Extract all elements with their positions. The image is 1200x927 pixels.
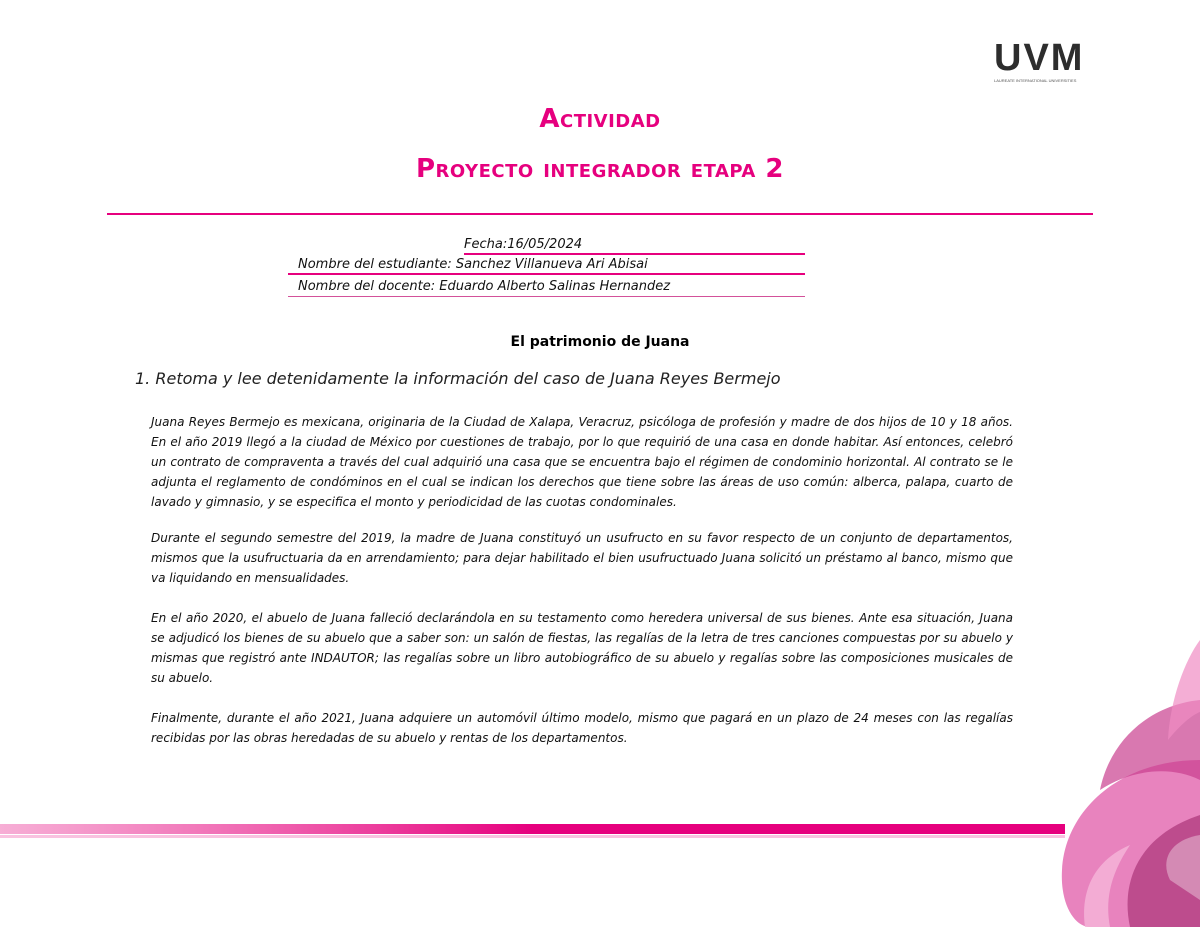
teacher-underline [288,296,805,297]
swirl-accent [1128,815,1200,927]
case-paragraph-2: Durante el segundo semestre del 2019, la madre de Juana constituyó un usufructo en su favor respecto de un conjunto de departamentos, mismos que la usufructuaria da en arrendamiento; para dejar habilitado el bien usufructuado Juana solicitó un préstamo al banco, mismo que va liquidando en mensualidades. [151,531,1013,585]
case-paragraph-4: Finalmente, durante el año 2021, Juana adquiere un automóvil último modelo, mismo que pagará en un plazo de 24 meses con las regalías recibidas por las obras heredadas de su abuelo y rentas de los departamentos. [151,711,1013,745]
activity-title: Actividad [539,104,661,134]
logo-subtitle: LAUREATE INTERNATIONAL UNIVERSITIES [994,78,1077,83]
project-title: Proyecto integrador etapa 2 [415,154,785,184]
date-field: Fecha:16/05/2024 [464,237,583,252]
date-underline [464,253,805,255]
case-paragraph-1: Juana Reyes Bermejo es mexicana, originaria de la Ciudad de Xalapa, Veracruz, psicóloga de profesión y madre de dos hijos de 10 y 18 años. En el año 2019 llegó a la ciudad de México por cuestiones de trabajo, por lo que requirió de una casa en donde habitar. Así entonces, celebró un contrato de compraventa a través del cual adquirió una casa que se encuentra bajo el régimen de condominio horizontal. Al contrato se le adjunta el reglamento de condóminos en el cual se indican los derechos que tiene sobre las áreas de uso común: alberca, palapa, cuarto de lavado y gimnasio, y se especifica el monto y periodicidad de las cuotas condominales. [151,415,1013,509]
case-paragraph-3: En el año 2020, el abuelo de Juana falleció declarándola en su testamento como heredera universal de sus bienes. Ante esa situación, Juana se adjudicó los bienes de su abuelo que a saber son: un salón de fiestas, las regalías de la letra de tres canciones compuestas por su abuelo y mismas que registró ante INDAUTOR; las regalías sobre un libro autobiográfico de su abuelo y regalías sobre las composiciones musicales de su abuelo. [151,611,1013,685]
footer-band [0,824,1065,834]
student-underline [288,273,805,275]
student-name-field: Nombre del estudiante: Sanchez Villanueva Ari Abisai [298,257,648,272]
section-heading: El patrimonio de Juana [510,334,690,350]
teacher-name-field: Nombre del docente: Eduardo Alberto Salinas Hernandez [298,279,671,294]
uvm-logo [994,37,1090,90]
swirl-mid [1100,700,1200,790]
swirl-large [1062,760,1200,927]
title-divider [107,213,1093,215]
swirl-top [1168,640,1200,740]
question-1: 1. Retoma y lee detenidamente la información del caso de Juana Reyes Bermejo [135,369,781,388]
logo-text: UVM [994,37,1085,79]
